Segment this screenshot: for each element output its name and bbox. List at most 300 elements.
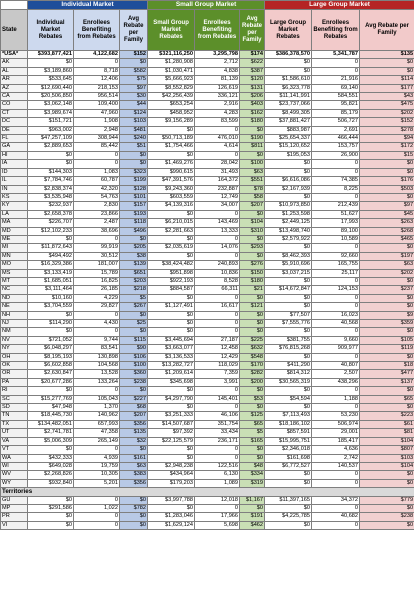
ind-enrollees-cell: 4,229 xyxy=(74,294,120,302)
table-row xyxy=(1,412,414,420)
sm-enrollees-cell: 12,749 xyxy=(195,193,240,201)
state-cell: UT xyxy=(1,429,28,437)
ind-avg-cell: $75 xyxy=(120,76,148,84)
state-cell: GU xyxy=(1,496,28,504)
lg-enrollees-cell: 0 xyxy=(312,59,360,67)
table-row xyxy=(1,378,414,386)
territories-label: Territories xyxy=(1,488,414,496)
lg-avg-cell: $268 xyxy=(360,227,414,235)
ind-rebates-cell: $3,111,464 xyxy=(28,286,74,294)
ind-avg-cell: $782 xyxy=(120,504,148,512)
sm-rebates-cell: $951,898 xyxy=(148,269,195,277)
table-row xyxy=(1,143,414,151)
lg-rebates-cell: $4,225,785 xyxy=(265,513,312,521)
lg-enrollees-cell: 0 xyxy=(312,303,360,311)
ind-avg-cell: $240 xyxy=(120,135,148,143)
ind-rebates-cell: $47,948 xyxy=(28,404,74,412)
table-row xyxy=(1,177,414,185)
sm-avg-cell: $811 xyxy=(240,143,265,151)
sm-avg-cell: $282 xyxy=(240,370,265,378)
ind-enrollees-cell: 218,153 xyxy=(74,84,120,92)
lg-enrollees-cell: 0 xyxy=(312,471,360,479)
sm-avg-cell: $65 xyxy=(240,420,265,428)
ind-avg-cell: $161 xyxy=(120,454,148,462)
ind-enrollees-cell: 85,442 xyxy=(74,143,120,151)
lg-enrollees-cell: 92,660 xyxy=(312,252,360,260)
lg-rebates-cell: $10,973,850 xyxy=(265,202,312,210)
lg-avg-cell: $114 xyxy=(360,76,414,84)
ind-enrollees-cell: 19,759 xyxy=(74,462,120,470)
lg-enrollees-cell: 2,691 xyxy=(312,126,360,134)
state-cell: VT xyxy=(1,446,28,454)
sm-rebates-cell: $653,254 xyxy=(148,101,195,109)
lg-avg-cell: $0 xyxy=(360,303,414,311)
ind-enrollees-cell: 109,400 xyxy=(74,101,120,109)
ind-rebates-cell: $6,602,858 xyxy=(28,362,74,370)
territories-heading-row xyxy=(1,488,414,496)
lg-rebates-cell: $15,120,652 xyxy=(265,143,312,151)
sm-rebates-cell: $1,280,908 xyxy=(148,59,195,67)
territory-row xyxy=(1,521,414,529)
sm-avg-cell: $0 xyxy=(240,446,265,454)
ind-rebates-header: Individual Market Rebates xyxy=(28,10,74,51)
sm-rebates-header: Small Group Market Rebates xyxy=(148,10,195,51)
lg-rebates-cell: $8,499,305 xyxy=(265,109,312,117)
sm-enrollees-cell: 27,187 xyxy=(195,336,240,344)
state-cell: NY xyxy=(1,345,28,353)
table-row xyxy=(1,437,414,445)
lg-avg-cell: $94 xyxy=(360,135,414,143)
lg-avg-cell: $0 xyxy=(360,387,414,395)
lg-rebates-cell: $0 xyxy=(265,67,312,75)
lg-rebates-cell: $76,815,268 xyxy=(265,345,312,353)
lg-avg-cell: $177 xyxy=(360,84,414,92)
lg-avg-cell: $0 xyxy=(360,67,414,75)
ind-rebates-cell: $232,937 xyxy=(28,202,74,210)
ind-avg-cell: $106 xyxy=(120,353,148,361)
sm-rebates-cell: $4,139,316 xyxy=(148,202,195,210)
sm-enrollees-cell: 0 xyxy=(195,151,240,159)
lg-avg-cell: $152 xyxy=(360,118,414,126)
sm-rebates-cell: $3,251,333 xyxy=(148,412,195,420)
table-row xyxy=(1,446,414,454)
sm-enrollees-cell: 12,458 xyxy=(195,345,240,353)
sm-rebates-cell: $2,035,619 xyxy=(148,244,195,252)
table-row xyxy=(1,168,414,176)
ind-avg-cell: $103 xyxy=(120,118,148,126)
ind-rebates-cell: $2,658,378 xyxy=(28,210,74,218)
ind-enrollees-cell: 26,185 xyxy=(74,286,120,294)
ind-rebates-cell: $291,586 xyxy=(28,504,74,512)
ind-enrollees-cell: 1,083 xyxy=(74,168,120,176)
ind-enrollees-cell: 4,122,682 xyxy=(74,51,120,59)
ind-avg-cell: $203 xyxy=(120,277,148,285)
ind-enrollees-cell: 38,696 xyxy=(74,227,120,235)
ind-avg-cell: $0 xyxy=(120,328,148,336)
sm-enrollees-cell: 0 xyxy=(195,328,240,336)
lg-enrollees-cell: 40,682 xyxy=(312,513,360,521)
lg-avg-cell: $0 xyxy=(360,294,414,302)
table-row xyxy=(1,135,414,143)
lg-rebates-cell: $54,594 xyxy=(265,395,312,403)
state-cell: VA xyxy=(1,437,28,445)
table-row xyxy=(1,345,414,353)
sm-enrollees-cell: 118,029 xyxy=(195,362,240,370)
table-row xyxy=(1,420,414,428)
lg-rebates-cell: $3,037,215 xyxy=(265,269,312,277)
lg-avg-cell: $63 xyxy=(360,261,414,269)
ind-avg-cell: $118 xyxy=(120,219,148,227)
ind-avg-cell: $0 xyxy=(120,311,148,319)
ind-avg-cell: $0 xyxy=(120,59,148,67)
state-cell: AZ xyxy=(1,84,28,92)
sm-enrollees-cell: 3,295,798 xyxy=(195,51,240,59)
lg-avg-cell: $119 xyxy=(360,345,414,353)
ind-enrollees-cell: 16,825 xyxy=(74,277,120,285)
lg-rebates-cell: $2,449,125 xyxy=(265,219,312,227)
sm-rebates-cell: $22,125,579 xyxy=(148,437,195,445)
lg-avg-cell: $103 xyxy=(360,454,414,462)
sm-rebates-cell: $6,210,015 xyxy=(148,219,195,227)
sm-enrollees-cell: 81,139 xyxy=(195,76,240,84)
sm-rebates-cell: $38,424,482 xyxy=(148,261,195,269)
sm-rebates-cell: $3,997,788 xyxy=(148,496,195,504)
state-cell: NE xyxy=(1,303,28,311)
sm-rebates-cell: $345,698 xyxy=(148,378,195,386)
state-cell: FL xyxy=(1,135,28,143)
ind-rebates-cell: $5,006,309 xyxy=(28,437,74,445)
state-cell: LA xyxy=(1,210,28,218)
ind-enrollees-cell: 4,430 xyxy=(74,320,120,328)
lg-enrollees-cell: 506,727 xyxy=(312,118,360,126)
table-row xyxy=(1,235,414,243)
ind-avg-cell: $44 xyxy=(120,101,148,109)
lg-enrollees-cell: 53,230 xyxy=(312,412,360,420)
lg-enrollees-cell: 0 xyxy=(312,67,360,75)
ind-rebates-cell: $0 xyxy=(28,496,74,504)
sm-rebates-cell: $9,243,360 xyxy=(148,185,195,193)
table-row xyxy=(1,76,414,84)
ind-enrollees-cell: 12,406 xyxy=(74,76,120,84)
table-row xyxy=(1,269,414,277)
ind-enrollees-cell: 0 xyxy=(74,328,120,336)
ind-avg-cell: $207 xyxy=(120,412,148,420)
ind-avg-cell: $0 xyxy=(120,496,148,504)
lg-enrollees-cell: 0 xyxy=(312,387,360,395)
table-row xyxy=(1,303,414,311)
ind-enrollees-header: Enrollees Benefiting from Rebates xyxy=(74,10,120,51)
state-cell: SC xyxy=(1,395,28,403)
table-row xyxy=(1,429,414,437)
sm-rebates-cell: $434,964 xyxy=(148,471,195,479)
sm-enrollees-cell: 46,106 xyxy=(195,412,240,420)
state-cell: ND xyxy=(1,294,28,302)
lg-rebates-cell: $0 xyxy=(265,521,312,529)
ind-rebates-cell: $0 xyxy=(28,311,74,319)
sm-avg-cell: $162 xyxy=(240,109,265,117)
lg-rebates-cell: $2,167,939 xyxy=(265,185,312,193)
lg-enrollees-cell: 909,977 xyxy=(312,345,360,353)
sm-avg-header: Avg Rebate per Family xyxy=(240,10,265,51)
ind-avg-header: Avg Rebate per Family xyxy=(120,10,148,51)
table-row xyxy=(1,84,414,92)
ind-avg-cell: $360 xyxy=(120,370,148,378)
lg-avg-cell: $137 xyxy=(360,378,414,386)
ind-avg-cell: $25 xyxy=(120,320,148,328)
sm-enrollees-cell: 3,991 xyxy=(195,378,240,386)
ind-enrollees-cell: 29,827 xyxy=(74,303,120,311)
state-cell: AR xyxy=(1,76,28,84)
lg-enrollees-cell: 0 xyxy=(312,479,360,487)
sm-enrollees-cell: 16,617 xyxy=(195,303,240,311)
lg-rebates-cell: $11,141,991 xyxy=(265,93,312,101)
table-row xyxy=(1,151,414,159)
sm-enrollees-cell: 14,076 xyxy=(195,244,240,252)
sm-rebates-cell: $0 xyxy=(148,210,195,218)
lg-avg-cell: $238 xyxy=(360,513,414,521)
ind-enrollees-cell: 181,007 xyxy=(74,261,120,269)
sm-avg-cell: $104 xyxy=(240,219,265,227)
lg-enrollees-cell: 466,444 xyxy=(312,135,360,143)
ind-rebates-cell: $3,189,860 xyxy=(28,67,74,75)
ind-rebates-cell: $151,721 xyxy=(28,118,74,126)
sm-avg-cell: $0 xyxy=(240,311,265,319)
table-row xyxy=(1,118,414,126)
sm-enrollees-cell: 0 xyxy=(195,252,240,260)
lg-rebates-cell: $814,312 xyxy=(265,370,312,378)
table-row xyxy=(1,51,414,59)
table-row xyxy=(1,454,414,462)
sm-rebates-cell: $0 xyxy=(148,446,195,454)
lg-avg-cell: $0 xyxy=(360,244,414,252)
lg-enrollees-cell: 0 xyxy=(312,160,360,168)
lg-avg-cell: $0 xyxy=(360,59,414,67)
table-row xyxy=(1,210,414,218)
ind-enrollees-cell: 2,830 xyxy=(74,202,120,210)
ind-rebates-cell: $3,062,148 xyxy=(28,101,74,109)
state-cell: PA xyxy=(1,378,28,386)
sm-avg-cell: $387 xyxy=(240,67,265,75)
ind-enrollees-cell: 0 xyxy=(74,496,120,504)
lg-avg-cell: $135 xyxy=(360,51,414,59)
sm-avg-cell: $21 xyxy=(240,286,265,294)
ind-rebates-cell: $11,872,643 xyxy=(28,244,74,252)
table-row xyxy=(1,479,414,487)
lg-rebates-cell: $30,565,319 xyxy=(265,378,312,386)
state-cell: VI xyxy=(1,521,28,529)
state-cell: RI xyxy=(1,387,28,395)
ind-avg-cell: $218 xyxy=(120,286,148,294)
state-cell: WA xyxy=(1,454,28,462)
lg-enrollees-cell: 0 xyxy=(312,328,360,336)
lg-rebates-cell: $411,290 xyxy=(265,362,312,370)
ind-rebates-cell: $20,677,286 xyxy=(28,378,74,386)
sm-rebates-cell: $14,507,687 xyxy=(148,420,195,428)
lg-rebates-cell: $381,755 xyxy=(265,336,312,344)
lg-avg-cell: $0 xyxy=(360,168,414,176)
lg-rebates-cell: $0 xyxy=(265,294,312,302)
table-row xyxy=(1,67,414,75)
lg-rebates-cell: $6,616,086 xyxy=(265,177,312,185)
sm-avg-cell: $0 xyxy=(240,328,265,336)
state-cell: OH xyxy=(1,353,28,361)
table-row xyxy=(1,462,414,470)
lg-enrollees-cell: 0 xyxy=(312,504,360,512)
lg-avg-cell: $18 xyxy=(360,362,414,370)
table-row xyxy=(1,160,414,168)
ind-rebates-cell: $2,268,826 xyxy=(28,471,74,479)
table-row xyxy=(1,370,414,378)
sm-avg-cell: $334 xyxy=(240,471,265,479)
sm-avg-cell: $225 xyxy=(240,336,265,344)
lg-enrollees-cell: 0 xyxy=(312,168,360,176)
lg-rebates-cell: $6,323,778 xyxy=(265,84,312,92)
lg-avg-cell: $172 xyxy=(360,143,414,151)
lg-enrollees-cell: 0 xyxy=(312,353,360,361)
lg-enrollees-cell: 8,225 xyxy=(312,185,360,193)
lg-avg-cell: $0 xyxy=(360,160,414,168)
ind-avg-cell: $115 xyxy=(120,336,148,344)
lg-enrollees-cell: 5,341,787 xyxy=(312,51,360,59)
sm-rebates-cell: $5,666,923 xyxy=(148,76,195,84)
sm-enrollees-cell: 336,121 xyxy=(195,93,240,101)
ind-rebates-cell: $10,160 xyxy=(28,294,74,302)
ind-rebates-cell: $114,290 xyxy=(28,320,74,328)
ind-enrollees-cell: 30,512 xyxy=(74,252,120,260)
lg-enrollees-cell: 212,439 xyxy=(312,202,360,210)
ind-avg-cell: $323 xyxy=(120,168,148,176)
sm-rebates-cell: $0 xyxy=(148,504,195,512)
ind-enrollees-cell: 2,487 xyxy=(74,219,120,227)
sm-rebates-cell: $1,209,614 xyxy=(148,370,195,378)
sm-avg-cell: $200 xyxy=(240,378,265,386)
state-cell: NJ xyxy=(1,320,28,328)
sm-rebates-cell: $0 xyxy=(148,404,195,412)
state-cell: *USA* xyxy=(1,51,28,59)
state-cell: OK xyxy=(1,362,28,370)
ind-avg-cell: $152 xyxy=(120,51,148,59)
state-cell: MD xyxy=(1,227,28,235)
lg-avg-cell: $475 xyxy=(360,101,414,109)
ind-rebates-cell: $2,889,653 xyxy=(28,143,74,151)
ind-avg-cell: $227 xyxy=(120,395,148,403)
table-row xyxy=(1,193,414,201)
table-row xyxy=(1,59,414,67)
sm-avg-cell: $78 xyxy=(240,185,265,193)
ind-rebates-cell: $2,741,781 xyxy=(28,429,74,437)
state-cell: DC xyxy=(1,118,28,126)
state-cell: MP xyxy=(1,504,28,512)
sm-rebates-cell: $1,629,124 xyxy=(148,521,195,529)
table-row xyxy=(1,252,414,260)
ind-enrollees-cell: 1,908 xyxy=(74,118,120,126)
sm-rebates-cell: $47,391,576 xyxy=(148,177,195,185)
ind-enrollees-cell: 60,787 xyxy=(74,177,120,185)
state-cell: MT xyxy=(1,277,28,285)
sm-avg-cell: $276 xyxy=(240,261,265,269)
sm-enrollees-cell: 66,311 xyxy=(195,286,240,294)
lg-avg-cell: $278 xyxy=(360,126,414,134)
sm-avg-cell: $0 xyxy=(240,454,265,462)
ind-rebates-cell: $20,506,850 xyxy=(28,93,74,101)
lg-enrollees-cell: 2,507 xyxy=(312,370,360,378)
ind-rebates-cell: $0 xyxy=(28,446,74,454)
sm-rebates-cell: $97,392 xyxy=(148,429,195,437)
sm-rebates-cell: $179,203 xyxy=(148,479,195,487)
state-cell: AL xyxy=(1,67,28,75)
large-group-market-header: Large Group Market xyxy=(265,1,414,10)
table-row xyxy=(1,101,414,109)
lg-avg-cell: $0 xyxy=(360,471,414,479)
sm-enrollees-cell: 7,359 xyxy=(195,370,240,378)
lg-rebates-cell: $161,698 xyxy=(265,454,312,462)
ind-rebates-cell: $6,048,297 xyxy=(28,345,74,353)
state-cell: IA xyxy=(1,160,28,168)
ind-avg-cell: $582 xyxy=(120,67,148,75)
sm-enrollees-cell: 0 xyxy=(195,210,240,218)
lg-enrollees-cell: 9,660 xyxy=(312,336,360,344)
state-cell: WV xyxy=(1,471,28,479)
ind-avg-cell: $157 xyxy=(120,202,148,210)
lg-enrollees-cell: 438,296 xyxy=(312,378,360,386)
lg-avg-cell: $0 xyxy=(360,404,414,412)
ind-rebates-cell: $932,840 xyxy=(28,479,74,487)
ind-rebates-cell: $8,195,193 xyxy=(28,353,74,361)
sm-avg-cell: $53 xyxy=(240,395,265,403)
table-row xyxy=(1,471,414,479)
sm-enrollees-cell: 34,007 xyxy=(195,202,240,210)
sm-rebates-cell: $1,754,466 xyxy=(148,143,195,151)
sm-rebates-cell: $990,615 xyxy=(148,168,195,176)
state-cell: NV xyxy=(1,336,28,344)
lg-enrollees-cell: 140,537 xyxy=(312,462,360,470)
state-cell: KS xyxy=(1,193,28,201)
sm-avg-cell: $1,167 xyxy=(240,496,265,504)
ind-avg-cell: $356 xyxy=(120,420,148,428)
sm-enrollees-cell: 145,401 xyxy=(195,395,240,403)
sm-rebates-cell: $1,283,046 xyxy=(148,513,195,521)
ind-avg-cell: $0 xyxy=(120,151,148,159)
lg-enrollees-cell: 95,821 xyxy=(312,101,360,109)
sm-avg-cell: $551 xyxy=(240,177,265,185)
lg-avg-cell: $176 xyxy=(360,177,414,185)
sm-rebates-cell: $0 xyxy=(148,328,195,336)
lg-enrollees-cell: 0 xyxy=(312,404,360,412)
lg-rebates-cell: $23,737,066 xyxy=(265,101,312,109)
sm-enrollees-cell: 2,712 xyxy=(195,59,240,67)
sm-rebates-cell: $8,552,829 xyxy=(148,84,195,92)
lg-rebates-cell: $0 xyxy=(265,471,312,479)
ind-avg-cell: $51 xyxy=(120,143,148,151)
sm-avg-cell: $120 xyxy=(240,76,265,84)
sm-avg-cell: $0 xyxy=(240,210,265,218)
ind-rebates-cell: $3,989,674 xyxy=(28,109,74,117)
ind-enrollees-cell: 0 xyxy=(74,235,120,243)
ind-enrollees-cell: 0 xyxy=(74,521,120,529)
state-cell: WY xyxy=(1,479,28,487)
lg-rebates-cell: $6,772,527 xyxy=(265,462,312,470)
ind-enrollees-cell: 265,149 xyxy=(74,437,120,445)
lg-enrollees-cell: 4,636 xyxy=(312,446,360,454)
ind-rebates-cell: $12,102,233 xyxy=(28,227,74,235)
lg-avg-cell: $465 xyxy=(360,235,414,243)
sm-rebates-cell: $0 xyxy=(148,454,195,462)
sm-enrollees-cell: 28,042 xyxy=(195,160,240,168)
lg-enrollees-cell: 89,100 xyxy=(312,227,360,235)
sm-enrollees-cell: 0 xyxy=(195,294,240,302)
lg-avg-cell: $779 xyxy=(360,496,414,504)
lg-rebates-header: Large Group Market Rebates xyxy=(265,10,312,51)
